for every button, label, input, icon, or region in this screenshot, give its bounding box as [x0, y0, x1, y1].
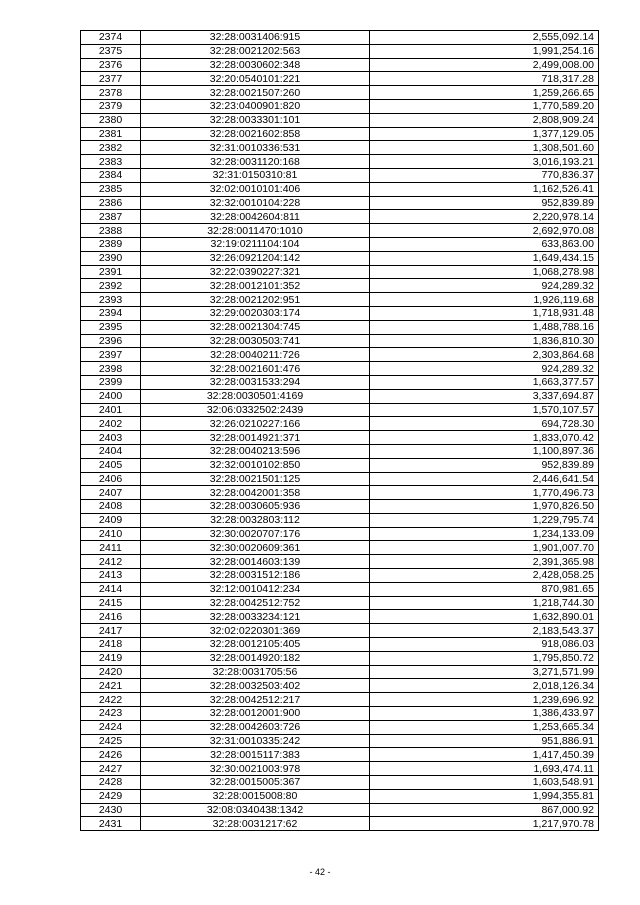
value-cell: 2,220,978.14 [370, 210, 599, 224]
table-row [81, 320, 599, 334]
table-row [81, 776, 599, 790]
cadastral-number-cell: 32:31:0010336:531 [141, 141, 370, 155]
row-number-cell: 2404 [81, 444, 141, 458]
row-number-cell: 2431 [81, 817, 141, 831]
table-row [81, 265, 599, 279]
value-cell: 1,901,007.70 [370, 541, 599, 555]
table-row [81, 375, 599, 389]
value-cell: 952,839.89 [370, 458, 599, 472]
value-cell: 3,271,571.99 [370, 665, 599, 679]
cadastral-number-cell: 32:31:0010335:242 [141, 734, 370, 748]
row-number-cell: 2427 [81, 762, 141, 776]
cadastral-number-cell: 32:28:0032803:112 [141, 513, 370, 527]
row-number-cell: 2391 [81, 265, 141, 279]
value-cell: 633,863.00 [370, 237, 599, 251]
value-cell: 952,839.89 [370, 196, 599, 210]
cadastral-number-cell: 32:28:0012105:405 [141, 638, 370, 652]
cadastral-number-cell: 32:30:0020707:176 [141, 527, 370, 541]
value-cell: 1,833,070.42 [370, 431, 599, 445]
value-cell: 2,183,543.37 [370, 624, 599, 638]
row-number-cell: 2424 [81, 720, 141, 734]
value-cell: 867,000.92 [370, 803, 599, 817]
value-cell: 2,499,008.00 [370, 58, 599, 72]
row-number-cell: 2413 [81, 569, 141, 583]
table-row [81, 817, 599, 831]
table-row [81, 334, 599, 348]
row-number-cell: 2402 [81, 417, 141, 431]
table-row [81, 720, 599, 734]
table-row [81, 693, 599, 707]
row-number-cell: 2405 [81, 458, 141, 472]
cadastral-number-cell: 32:28:0021202:951 [141, 293, 370, 307]
value-cell: 1,218,744.30 [370, 596, 599, 610]
table-row [81, 638, 599, 652]
row-number-cell: 2377 [81, 72, 141, 86]
cadastral-number-cell: 32:28:0042001:358 [141, 486, 370, 500]
row-number-cell: 2397 [81, 348, 141, 362]
table-row [81, 555, 599, 569]
table-row [81, 279, 599, 293]
table-row [81, 610, 599, 624]
row-number-cell: 2421 [81, 679, 141, 693]
table-row [81, 734, 599, 748]
row-number-cell: 2430 [81, 803, 141, 817]
row-number-cell: 2379 [81, 99, 141, 113]
table-row [81, 803, 599, 817]
row-number-cell: 2380 [81, 113, 141, 127]
cadastral-number-cell: 32:26:0210227:166 [141, 417, 370, 431]
cadastral-number-cell: 32:06:0332502:2439 [141, 403, 370, 417]
value-cell: 1,795,850.72 [370, 651, 599, 665]
value-cell: 1,386,433.97 [370, 707, 599, 721]
value-cell: 3,337,694.87 [370, 389, 599, 403]
cadastral-number-cell: 32:30:0021003:978 [141, 762, 370, 776]
cadastral-number-cell: 32:28:0021507:260 [141, 86, 370, 100]
row-number-cell: 2394 [81, 306, 141, 320]
row-number-cell: 2414 [81, 582, 141, 596]
table-row [81, 389, 599, 403]
table-row [81, 431, 599, 445]
value-cell: 2,808,909.24 [370, 113, 599, 127]
value-cell: 1,259,266.65 [370, 86, 599, 100]
table-row [81, 113, 599, 127]
cadastral-number-cell: 32:28:0033301:101 [141, 113, 370, 127]
cadastral-number-cell: 32:08:0340438:1342 [141, 803, 370, 817]
value-cell: 1,991,254.16 [370, 44, 599, 58]
cadastral-number-cell: 32:28:0040211:726 [141, 348, 370, 362]
cadastral-number-cell: 32:28:0031406:915 [141, 31, 370, 45]
cadastral-number-cell: 32:22:0390227:321 [141, 265, 370, 279]
value-cell: 1,970,826.50 [370, 500, 599, 514]
row-number-cell: 2393 [81, 293, 141, 307]
cadastral-number-cell: 32:28:0015117:383 [141, 748, 370, 762]
value-cell: 870,981.65 [370, 582, 599, 596]
value-cell: 1,603,548.91 [370, 776, 599, 790]
value-cell: 1,217,970.78 [370, 817, 599, 831]
table-row [81, 99, 599, 113]
value-cell: 918,086.03 [370, 638, 599, 652]
table-row [81, 596, 599, 610]
cadastral-number-cell: 32:28:0011470:1010 [141, 224, 370, 238]
row-number-cell: 2396 [81, 334, 141, 348]
row-number-cell: 2392 [81, 279, 141, 293]
row-number-cell: 2382 [81, 141, 141, 155]
row-number-cell: 2415 [81, 596, 141, 610]
row-number-cell: 2426 [81, 748, 141, 762]
value-cell: 2,692,970.08 [370, 224, 599, 238]
row-number-cell: 2378 [81, 86, 141, 100]
value-cell: 1,229,795.74 [370, 513, 599, 527]
cadastral-number-cell: 32:28:0014921:371 [141, 431, 370, 445]
cadastral-number-cell: 32:28:0042512:752 [141, 596, 370, 610]
table-row [81, 486, 599, 500]
row-number-cell: 2420 [81, 665, 141, 679]
table-row [81, 141, 599, 155]
row-number-cell: 2428 [81, 776, 141, 790]
value-cell: 1,770,496.73 [370, 486, 599, 500]
cadastral-number-cell: 32:32:0010104:228 [141, 196, 370, 210]
table-row [81, 789, 599, 803]
row-number-cell: 2388 [81, 224, 141, 238]
cadastral-number-cell: 32:28:0021602:858 [141, 127, 370, 141]
cadastral-number-cell: 32:26:0921204:142 [141, 251, 370, 265]
row-number-cell: 2412 [81, 555, 141, 569]
value-cell: 1,068,278.98 [370, 265, 599, 279]
row-number-cell: 2389 [81, 237, 141, 251]
cadastral-number-cell: 32:19:0211104:104 [141, 237, 370, 251]
value-cell: 1,234,133.09 [370, 527, 599, 541]
table-row [81, 403, 599, 417]
cadastral-number-cell: 32:30:0020609:361 [141, 541, 370, 555]
table-row [81, 348, 599, 362]
table-row [81, 665, 599, 679]
row-number-cell: 2418 [81, 638, 141, 652]
row-number-cell: 2374 [81, 31, 141, 45]
row-number-cell: 2406 [81, 472, 141, 486]
cadastral-number-cell: 32:29:0020303:174 [141, 306, 370, 320]
table-row [81, 707, 599, 721]
table-row [81, 527, 599, 541]
value-cell: 1,632,890.01 [370, 610, 599, 624]
row-number-cell: 2408 [81, 500, 141, 514]
value-cell: 1,693,474.11 [370, 762, 599, 776]
value-cell: 1,417,450.39 [370, 748, 599, 762]
value-cell: 1,377,129.05 [370, 127, 599, 141]
cadastral-number-cell: 32:28:0012101:352 [141, 279, 370, 293]
cadastral-number-cell: 32:28:0030602:348 [141, 58, 370, 72]
cadastral-number-cell: 32:28:0014603:139 [141, 555, 370, 569]
cadastral-number-cell: 32:28:0042604:811 [141, 210, 370, 224]
row-number-cell: 2410 [81, 527, 141, 541]
cadastral-number-cell: 32:28:0021501:125 [141, 472, 370, 486]
table-body [81, 31, 599, 831]
table-row [81, 679, 599, 693]
row-number-cell: 2422 [81, 693, 141, 707]
value-cell: 1,718,931.48 [370, 306, 599, 320]
table-row [81, 500, 599, 514]
row-number-cell: 2403 [81, 431, 141, 445]
row-number-cell: 2411 [81, 541, 141, 555]
cadastral-number-cell: 32:28:0031533:294 [141, 375, 370, 389]
value-cell: 694,728.30 [370, 417, 599, 431]
row-number-cell: 2401 [81, 403, 141, 417]
table-row [81, 44, 599, 58]
value-cell: 1,649,434.15 [370, 251, 599, 265]
row-number-cell: 2429 [81, 789, 141, 803]
page-number: - 42 - [309, 867, 331, 877]
row-number-cell: 2423 [81, 707, 141, 721]
row-number-cell: 2417 [81, 624, 141, 638]
cadastral-number-cell: 32:28:0030605:936 [141, 500, 370, 514]
cadastral-number-cell: 32:20:0540101:221 [141, 72, 370, 86]
table-row [81, 472, 599, 486]
cadastral-number-cell: 32:28:0040213:596 [141, 444, 370, 458]
table-row [81, 210, 599, 224]
table-row [81, 582, 599, 596]
table-row [81, 569, 599, 583]
cadastral-number-cell: 32:02:0220301:369 [141, 624, 370, 638]
cadastral-number-cell: 32:28:0031120:168 [141, 155, 370, 169]
value-cell: 2,555,092.14 [370, 31, 599, 45]
value-cell: 1,100,897.36 [370, 444, 599, 458]
cadastral-number-cell: 32:28:0042512:217 [141, 693, 370, 707]
cadastral-number-cell: 32:28:0021304:745 [141, 320, 370, 334]
table-row [81, 762, 599, 776]
value-cell: 1,253,665.34 [370, 720, 599, 734]
row-number-cell: 2376 [81, 58, 141, 72]
cadastral-number-cell: 32:28:0012001:900 [141, 707, 370, 721]
row-number-cell: 2384 [81, 168, 141, 182]
row-number-cell: 2416 [81, 610, 141, 624]
value-cell: 1,836,810.30 [370, 334, 599, 348]
value-cell: 770,836.37 [370, 168, 599, 182]
value-cell: 3,016,193.21 [370, 155, 599, 169]
cadastral-number-cell: 32:28:0030501:4169 [141, 389, 370, 403]
table-row [81, 224, 599, 238]
table-row [81, 182, 599, 196]
table-row [81, 651, 599, 665]
row-number-cell: 2375 [81, 44, 141, 58]
table-row [81, 306, 599, 320]
row-number-cell: 2395 [81, 320, 141, 334]
table-row [81, 624, 599, 638]
table-row [81, 58, 599, 72]
cadastral-number-cell: 32:28:0030503:741 [141, 334, 370, 348]
table-row [81, 444, 599, 458]
row-number-cell: 2407 [81, 486, 141, 500]
table-row [81, 127, 599, 141]
row-number-cell: 2390 [81, 251, 141, 265]
value-cell: 2,428,058.25 [370, 569, 599, 583]
row-number-cell: 2385 [81, 182, 141, 196]
row-number-cell: 2409 [81, 513, 141, 527]
table-row [81, 237, 599, 251]
cadastral-value-table [80, 30, 599, 831]
value-cell: 2,303,864.68 [370, 348, 599, 362]
table-row [81, 417, 599, 431]
row-number-cell: 2383 [81, 155, 141, 169]
table-row [81, 31, 599, 45]
cadastral-number-cell: 32:28:0031512:186 [141, 569, 370, 583]
row-number-cell: 2386 [81, 196, 141, 210]
table-row [81, 72, 599, 86]
value-cell: 2,446,641.54 [370, 472, 599, 486]
value-cell: 1,488,788.16 [370, 320, 599, 334]
row-number-cell: 2399 [81, 375, 141, 389]
cadastral-number-cell: 32:28:0015005:367 [141, 776, 370, 790]
value-cell: 1,162,526.41 [370, 182, 599, 196]
cadastral-number-cell: 32:28:0031705:56 [141, 665, 370, 679]
cadastral-number-cell: 32:28:0021601:476 [141, 362, 370, 376]
value-cell: 1,994,355.81 [370, 789, 599, 803]
table-row [81, 541, 599, 555]
table-row [81, 748, 599, 762]
table-row [81, 168, 599, 182]
value-cell: 2,391,365.98 [370, 555, 599, 569]
value-cell: 718,317.28 [370, 72, 599, 86]
table-row [81, 293, 599, 307]
cadastral-number-cell: 32:32:0010102:850 [141, 458, 370, 472]
value-cell: 1,663,377.57 [370, 375, 599, 389]
cadastral-number-cell: 32:28:0015008:80 [141, 789, 370, 803]
row-number-cell: 2425 [81, 734, 141, 748]
table-row [81, 251, 599, 265]
table-row [81, 155, 599, 169]
table-row [81, 362, 599, 376]
row-number-cell: 2419 [81, 651, 141, 665]
table-row [81, 513, 599, 527]
value-cell: 1,570,107.57 [370, 403, 599, 417]
value-cell: 951,886.91 [370, 734, 599, 748]
table-row [81, 196, 599, 210]
cadastral-number-cell: 32:02:0010101:406 [141, 182, 370, 196]
table-row [81, 86, 599, 100]
value-cell: 924,289.32 [370, 279, 599, 293]
cadastral-number-cell: 32:28:0032503:402 [141, 679, 370, 693]
cadastral-number-cell: 32:31:0150310:81 [141, 168, 370, 182]
row-number-cell: 2398 [81, 362, 141, 376]
cadastral-number-cell: 32:28:0033234:121 [141, 610, 370, 624]
cadastral-number-cell: 32:28:0021202:563 [141, 44, 370, 58]
cadastral-number-cell: 32:28:0042603:726 [141, 720, 370, 734]
value-cell: 1,308,501.60 [370, 141, 599, 155]
table-row [81, 458, 599, 472]
row-number-cell: 2381 [81, 127, 141, 141]
value-cell: 1,239,696.92 [370, 693, 599, 707]
cadastral-number-cell: 32:23:0400901:820 [141, 99, 370, 113]
value-cell: 1,770,589.20 [370, 99, 599, 113]
value-cell: 2,018,126.34 [370, 679, 599, 693]
row-number-cell: 2387 [81, 210, 141, 224]
value-cell: 924,289.32 [370, 362, 599, 376]
row-number-cell: 2400 [81, 389, 141, 403]
cadastral-number-cell: 32:12:0010412:234 [141, 582, 370, 596]
value-cell: 1,926,119.68 [370, 293, 599, 307]
cadastral-number-cell: 32:28:0031217:62 [141, 817, 370, 831]
cadastral-number-cell: 32:28:0014920:182 [141, 651, 370, 665]
